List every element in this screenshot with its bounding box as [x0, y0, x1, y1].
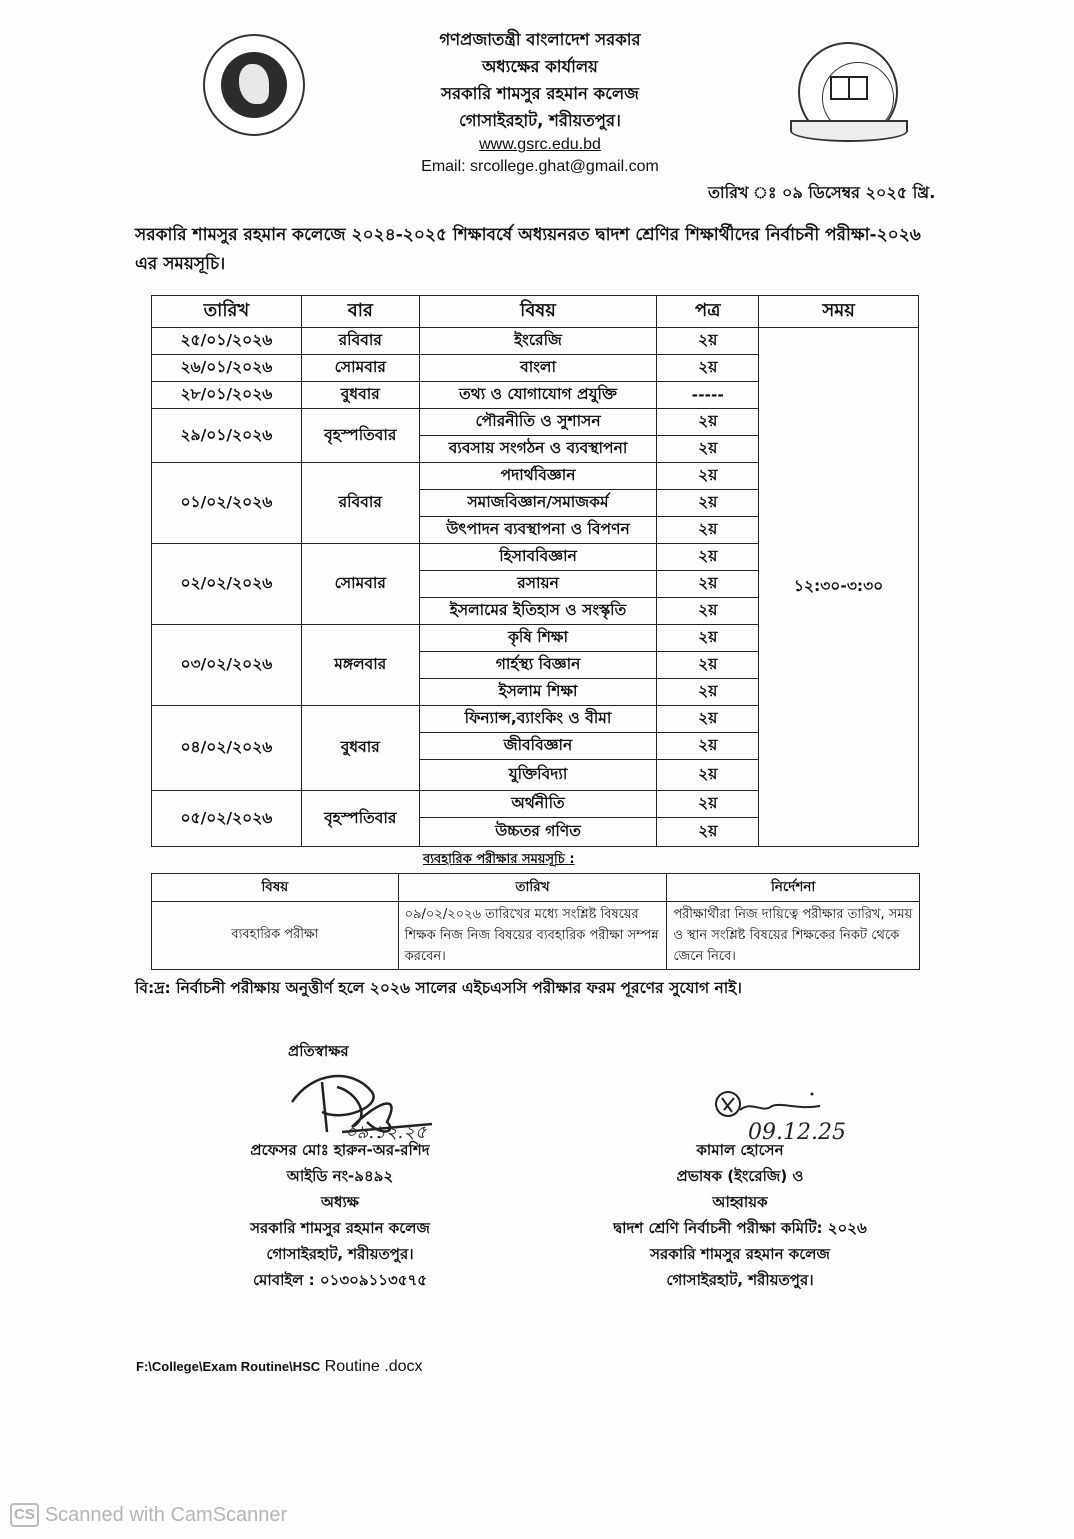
- file-name: Routine .docx: [320, 1358, 423, 1375]
- convener-signature-block: [575, 1137, 905, 1293]
- file-path: [136, 1358, 422, 1376]
- convener-role: আহ্বায়ক: [712, 1193, 768, 1211]
- important-note: বি:দ্র: নির্বাচনী পরীক্ষায় অনুত্তীর্ণ হলে ২০২৬ সালের এইচএসসি পরীক্ষার ফরম পূরণের সুযোগ নাই।: [135, 979, 742, 997]
- exam-subject: ইংরেজি: [419, 328, 657, 355]
- file-directory: F:\College\Exam Routine\HSC: [136, 1359, 321, 1374]
- exam-subject: বাংলা: [419, 355, 657, 382]
- exam-subject: হিসাববিজ্ঞান: [419, 544, 657, 571]
- header-date: তারিখ: [152, 296, 302, 328]
- exam-paper: ২য়: [657, 679, 759, 706]
- exam-subject: উচ্চতর গণিত: [419, 818, 657, 847]
- exam-subject: ব্যবসায় সংগঠন ও ব্যবস্থাপনা: [419, 436, 657, 463]
- exam-date: ২৫/০১/২০২৬: [152, 328, 302, 355]
- exam-routine-table: [151, 295, 919, 847]
- college-seal-icon: [790, 38, 910, 158]
- exam-date: ০১/০২/২০২৬: [152, 463, 302, 544]
- exam-paper: ২য়: [657, 490, 759, 517]
- government-name: গণপ্রজাতন্ত্রী বাংলাদেশ সরকার: [439, 30, 641, 49]
- exam-paper: ২য়: [657, 652, 759, 679]
- exam-day: সোমবার: [301, 544, 419, 625]
- exam-paper: ২য়: [657, 436, 759, 463]
- exam-subject: ইসলামের ইতিহাস ও সংস্কৃতি: [419, 598, 657, 625]
- exam-day: মঙ্গলবার: [301, 625, 419, 706]
- exam-subject: গার্হস্থ্য বিজ্ঞান: [419, 652, 657, 679]
- exam-date: ২৮/০১/২০২৬: [152, 382, 302, 409]
- exam-day: বৃহস্পতিবার: [301, 409, 419, 463]
- college-address: গোসাইরহাট, শরীয়তপুর।: [459, 111, 621, 130]
- table-row: [152, 328, 919, 355]
- exam-paper: ২য়: [657, 598, 759, 625]
- exam-paper: ২য়: [657, 733, 759, 760]
- principal-sign-date: ০৯.১২.২৫: [345, 1122, 427, 1143]
- website-link[interactable]: www.gsrc.edu.bd: [479, 136, 601, 153]
- exam-date: ২৬/০১/২০২৬: [152, 355, 302, 382]
- exam-date: ০৩/০২/২০২৬: [152, 625, 302, 706]
- letterhead: [330, 26, 750, 178]
- camscanner-logo-icon: CS: [10, 1503, 39, 1527]
- exam-subject: সমাজবিজ্ঞান/সমাজকর্ম: [419, 490, 657, 517]
- camscanner-watermark: [10, 1503, 287, 1527]
- exam-time: ১২:৩০-৩:৩০: [759, 328, 919, 847]
- countersign-label: প্রতিস্বাক্ষর: [288, 1042, 349, 1060]
- exam-subject: জীববিজ্ঞান: [419, 733, 657, 760]
- exam-subject: পদার্থবিজ্ঞান: [419, 463, 657, 490]
- exam-subject: কৃষি শিক্ষা: [419, 625, 657, 652]
- exam-day: রবিবার: [301, 328, 419, 355]
- exam-paper: -----: [657, 382, 759, 409]
- convener-sign-date: 09.12.25: [748, 1120, 846, 1145]
- exam-paper: ২য়: [657, 517, 759, 544]
- college-name: সরকারি শামসুর রহমান কলেজ: [441, 84, 639, 103]
- header-date: তারিখ: [398, 874, 667, 902]
- exam-paper: ২য়: [657, 463, 759, 490]
- exam-date: ০৪/০২/২০২৬: [152, 706, 302, 791]
- exam-paper: ২য়: [657, 818, 759, 847]
- header-subject: বিষয়: [419, 296, 657, 328]
- exam-subject: তথ্য ও যোগাযোগ প্রযুক্তি: [419, 382, 657, 409]
- exam-paper: ২য়: [657, 355, 759, 382]
- header-time: সময়: [759, 296, 919, 328]
- header-paper: পত্র: [657, 296, 759, 328]
- exam-paper: ২য়: [657, 409, 759, 436]
- header-subject: বিষয়: [152, 874, 399, 902]
- exam-date: ০৫/০২/২০২৬: [152, 791, 302, 847]
- convener-signature-icon: [712, 1088, 832, 1122]
- bangladesh-map-icon: [239, 64, 269, 104]
- convener-name: কামাল হোসেন: [696, 1141, 784, 1159]
- convener-designation: প্রভাষক (ইংরেজি) ও: [676, 1167, 804, 1185]
- document-title: সরকারি শামসুর রহমান কলেজে ২০২৪-২০২৫ শিক্ষাবর্ষে অধ্যয়নরত দ্বাদশ শ্রেণির শিক্ষার্থীদের নির্বাচনী পরীক্ষা-২০২৬ এর সময়সূচি।: [135, 225, 921, 274]
- exam-paper: ২য়: [657, 544, 759, 571]
- exam-day: বুধবার: [301, 382, 419, 409]
- practical-instructions: পরীক্ষার্থীরা নিজ দায়িত্বে পরীক্ষার তারিখ, সময় ও স্থান সংশ্লিষ্ট বিষয়ের শিক্ষকের নিকট থেকে জেনে নিবে।: [667, 902, 920, 970]
- principal-id: আইডি নং-৯৪৯২: [286, 1167, 394, 1185]
- exam-subject: ইসলাম শিক্ষা: [419, 679, 657, 706]
- government-seal-icon: [203, 34, 305, 136]
- exam-day: সোমবার: [301, 355, 419, 382]
- practical-date: ০৯/০২/২০২৬ তারিখের মধ্যে সংশ্লিষ্ট বিষয়ের শিক্ষক নিজ নিজ বিষয়ের ব্যবহারিক পরীক্ষা সম্পন্ন করবেন।: [398, 902, 667, 970]
- office-name: অধ্যক্ষের কার্যালয়: [482, 57, 598, 76]
- exam-paper: ২য়: [657, 760, 759, 791]
- principal-mobile: মোবাইল : ০১৩০৯১১৩৫৭৫: [252, 1271, 428, 1289]
- exam-subject: যুক্তিবিদ্যা: [419, 760, 657, 791]
- email-address: Email: srcollege.ghat@gmail.com: [421, 158, 659, 175]
- convener-college: সরকারি শামসুর রহমান কলেজ: [650, 1245, 830, 1263]
- convener-address: গোসাইরহাট, শরীয়তপুর।: [666, 1271, 814, 1289]
- practical-title: ব্যবহারিক পরীক্ষার সময়সূচি :: [423, 852, 575, 867]
- principal-college: সরকারি শামসুর রহমান কলেজ: [250, 1219, 430, 1237]
- table-header-row: [152, 296, 919, 328]
- exam-date: ০২/০২/২০২৬: [152, 544, 302, 625]
- exam-subject: রসায়ন: [419, 571, 657, 598]
- exam-paper: ২য়: [657, 571, 759, 598]
- principal-signature-block: [205, 1137, 475, 1293]
- principal-address: গোসাইরহাট, শরীয়তপুর।: [266, 1245, 414, 1263]
- exam-paper: ২য়: [657, 328, 759, 355]
- exam-paper: ২য়: [657, 791, 759, 818]
- exam-subject: ফিন্যান্স,ব্যাংকিং ও বীমা: [419, 706, 657, 733]
- header-instructions: নির্দেশনা: [667, 874, 920, 902]
- exam-day: বুধবার: [301, 706, 419, 791]
- exam-date: ২৯/০১/২০২৬: [152, 409, 302, 463]
- table-header-row: [152, 874, 920, 902]
- header-day: বার: [301, 296, 419, 328]
- committee-name: দ্বাদশ শ্রেণি নির্বাচনী পরীক্ষা কমিটি: ২০২৬: [613, 1219, 867, 1237]
- practical-exam-table: [151, 873, 920, 970]
- exam-day: রবিবার: [301, 463, 419, 544]
- exam-subject: পৌরনীতি ও সুশাসন: [419, 409, 657, 436]
- practical-subject: ব্যবহারিক পরীক্ষা: [152, 902, 399, 970]
- camscanner-text: Scanned with CamScanner: [44, 1503, 288, 1526]
- exam-paper: ২য়: [657, 706, 759, 733]
- table-row: [152, 902, 920, 970]
- exam-subject: উৎপাদন ব্যবস্থাপনা ও বিপণন: [419, 517, 657, 544]
- exam-subject: অর্থনীতি: [419, 791, 657, 818]
- issue-date: তারিখ ঃ ০৯ ডিসেম্বর ২০২৫ খ্রি.: [708, 183, 936, 202]
- principal-designation: অধ্যক্ষ: [321, 1193, 359, 1211]
- exam-day: বৃহস্পতিবার: [301, 791, 419, 847]
- exam-paper: ২য়: [657, 625, 759, 652]
- principal-name: প্রফেসর মোঃ হারুন-অর-রশিদ: [250, 1141, 430, 1159]
- book-icon: [830, 76, 868, 100]
